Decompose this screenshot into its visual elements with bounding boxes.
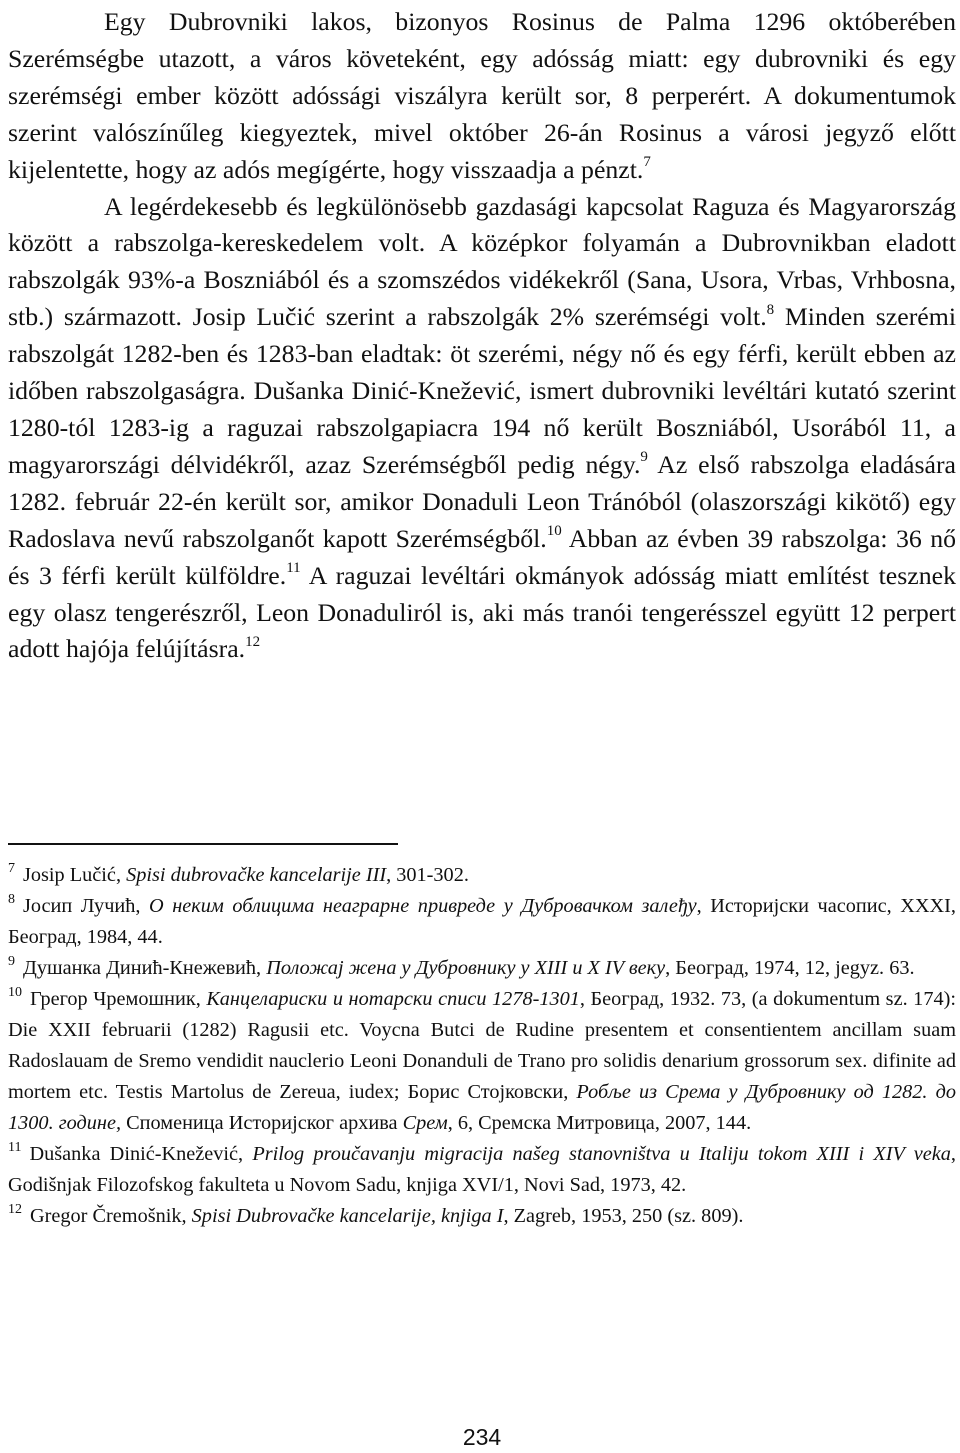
footnote-title: Срем (402, 1112, 448, 1134)
footnote-ref-8[interactable]: 8 (766, 301, 775, 318)
footnote-title: Spisi dubrovačke kancelarije III (126, 864, 387, 886)
footnote-title: Prilog proučavanju migracija našeg stanovništva u Italiju tokom XIII i XIV veka (252, 1143, 951, 1165)
paragraph-2-sentence-5: A raguzai levéltári okmányok adósság miatt említést tesznek egy olasz tengerészről, Leon Donaduliról is, aki más tranói tengerésszel együtt 12 perpert adott hajója felújításra. (8, 560, 956, 664)
footnote-ref-11[interactable]: 11 (286, 560, 301, 576)
footnote-number: 10 (8, 985, 22, 1001)
footnote-text: Josip Lučić, (23, 864, 127, 886)
footnote-text: , Zagreb, 1953, 250 (sz. 809). (503, 1205, 744, 1227)
footnote-12 (8, 1201, 956, 1232)
footnote-7 (8, 860, 956, 891)
footnote-title: Spisi Dubrovačke kancelarije, knjiga I (191, 1205, 504, 1227)
footnote-11 (8, 1139, 956, 1201)
paragraph-2-sentence-3: Az első rabszolga eladására 1282. február 22-én került sor, amikor Donaduli Leon Tránóból (olaszországi kikötő) egy Radoslava nevű rabszolganőt kapott Szerémségből. (8, 449, 957, 553)
footnote-text: Јосип Лучић, (23, 895, 150, 917)
paragraph-2-sentence-4: Abban az évben 39 rabszolga: 36 nő és 3 férfi került külföldre. (8, 523, 957, 590)
footnote-number: 8 (8, 892, 15, 908)
paragraph-2-sentence-2: Minden szerémi rabszolgát 1282-ben és 1283-ban eladtak: öt szerémi, négy nő és egy férfi, került ebben az időben rabszolgaságra. Dušanka Dinić-Knežević, ismert dubrovniki levéltári kutató szerint 1280-tól 1283-ig a raguzai rabszolgapiacra 194 nő került Boszniából, Usorából 11, a magyarországi délvidékről, azaz Szerémségből pedig négy. (8, 302, 956, 479)
footnote-number: 12 (8, 1202, 22, 1218)
footnote-title: О неким облицима неаграрне привреде у Дубровачком залеђу (149, 895, 697, 917)
footnote-ref-9[interactable]: 9 (640, 449, 648, 466)
footnote-text: Грегор Чремошник, (30, 988, 207, 1010)
footnote-number: 9 (8, 954, 15, 970)
footnote-text: , 6, Сремска Митровица, 2007, 144. (447, 1112, 752, 1134)
main-text (8, 4, 956, 668)
footnote-8 (8, 891, 956, 953)
footnote-title: Канцелариски и нотарски списи 1278-1301 (206, 988, 580, 1010)
footnote-text: , 301-302. (386, 864, 469, 886)
footnote-text: , Београд, 1932. 73, (a dokumentum sz. 174): Die XXII februarii (1282) Ragusii etc. Voycna Butci de Rudine presentem et consentientem ancillam suam Radoslauam de Sremo vendidit nauclerio Leoni Donanduli de Trano pro solidis denarium grossorum sex. difinite ad mortem etc. Testis Martolus de Zereua, iudex; Борис Стојковски, (8, 988, 956, 1103)
footnote-text: , Београд, 1974, 12, jegyz. 63. (665, 957, 915, 979)
footnote-ref-7[interactable]: 7 (643, 154, 651, 171)
footnote-text: , Историјски часопис, XXXI, Београд, 1984, 44. (8, 895, 956, 948)
footnote-separator (8, 843, 398, 845)
footnote-10 (8, 984, 956, 1139)
document-page (8, 0, 956, 1453)
footnote-ref-10[interactable]: 10 (546, 523, 562, 540)
footnote-text: Душанка Динић-Кнежевић, (23, 957, 267, 979)
paragraph-2-sentence-1: A legérdekesebb és legkülönösebb gazdasági kapcsolat Raguza és Magyarország között a rabszolga-kereskedelem volt. A középkor folyamán a Dubrovnikban eladott rabszolgák 93%-a Boszniából és a szomszédos vidékekről (Sana, Usora, Vrbas, Vrhbosna, stb.) származott. Josip Lučić szerint a rabszolgák 2% szerémségi volt. (8, 191, 956, 332)
footnote-number: 11 (8, 1140, 22, 1156)
paragraph-1 (8, 4, 956, 189)
footnote-text: Споменица Историјског архива (121, 1112, 403, 1134)
footnote-ref-12[interactable]: 12 (245, 633, 261, 650)
footnote-text: , Godišnjak Filozofskog fakulteta u Novom Sadu, knjiga XVI/1, Novi Sad, 1973, 42. (8, 1143, 956, 1196)
footnote-text: Gregor Čremošnik, (30, 1205, 192, 1227)
footnote-title: Положај жена у Дубровнику у XIII и X IV веку (266, 957, 666, 979)
paragraph-1-text: Egy Dubrovniki lakos, bizonyos Rosinus de Palma 1296 októberében Szerémségbe utazott, a város követeként, egy adósság miatt: egy dubrovniki és egy szerémségi ember között adóssági viszályra került sor, 8 perperért. A dokumentumok szerint valószínűleg kiegyeztek, mivel október 26-án Rosinus a városi jegyző előtt kijelentette, hogy az adós megígérte, hogy visszaadja a pénzt. (8, 7, 956, 184)
footnote-title: Робље из Срема у Дубровнику од 1282. до 1300. године, (8, 1081, 956, 1134)
paragraph-2 (8, 189, 956, 669)
page-number: 234 (462, 1424, 502, 1450)
footnote-number: 7 (8, 861, 15, 877)
footnote-text: Dušanka Dinić-Knežević, (29, 1143, 253, 1165)
footnote-9 (8, 953, 956, 984)
footnotes (8, 860, 956, 1232)
